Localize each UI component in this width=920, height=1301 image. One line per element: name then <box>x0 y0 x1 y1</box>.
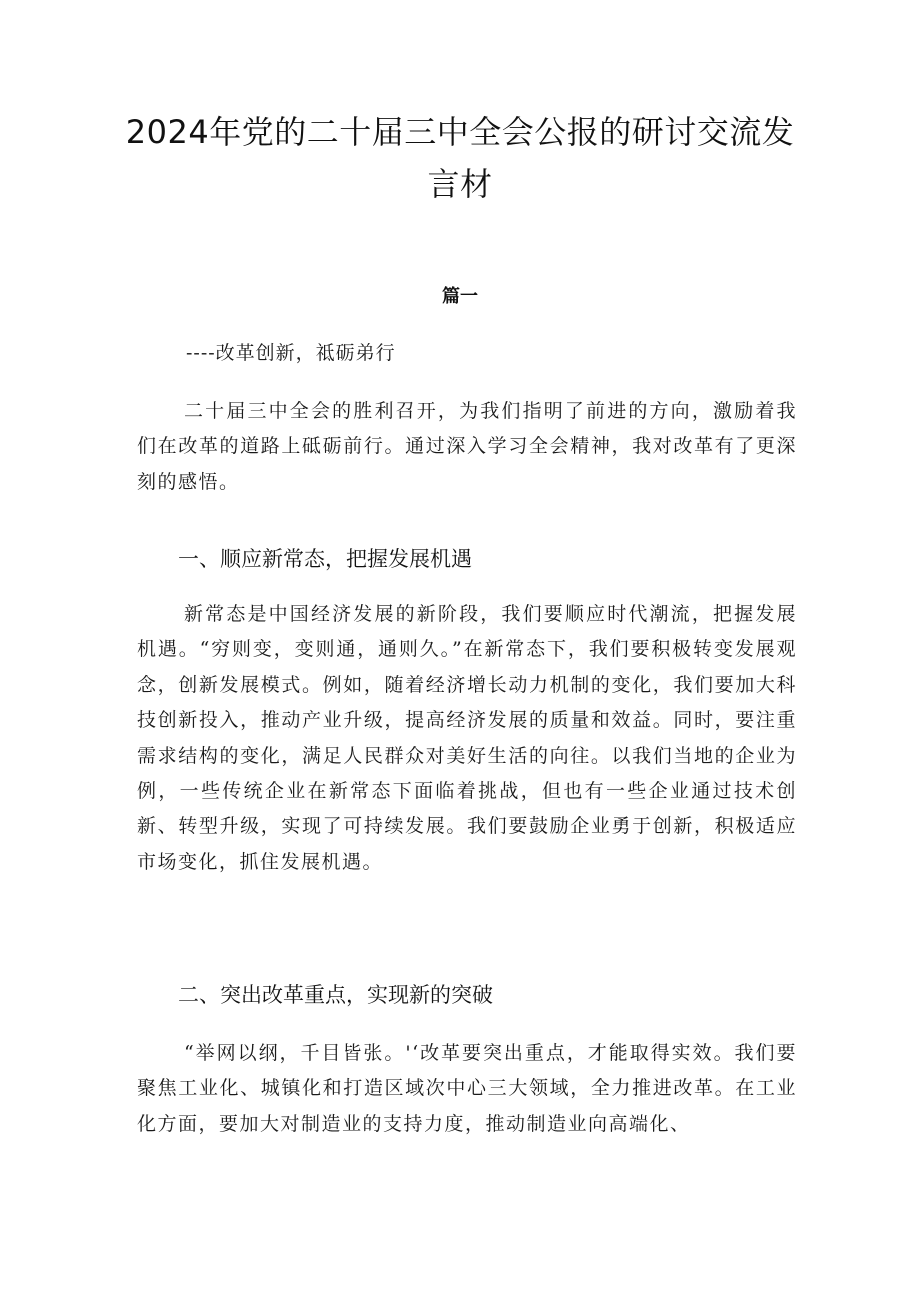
document-title: 2024年党的二十届三中全会公报的研讨交流发言材 <box>125 113 795 203</box>
subtitle: ----改革创新，祗砺弟行 <box>186 342 396 364</box>
section-heading-2: 二、突出改革重点，实现新的突破 <box>178 983 493 1007</box>
paragraph-intro: 二十届三中全会的胜利召开，为我们指明了前进的方向，激励着我们在改革的道路上砥砺前行。通过深入学习全会精神，我对改革有了更深刻的感悟。 <box>137 400 797 493</box>
paragraph-section-2: “举网以纲，千目皆张。'‘改革要突出重点，才能取得实效。我们要聚焦工业化、城镇化和打造区域次中心三大领域，全力推进改革。在工业化方面，要加大对制造业的支持力度，推动制造业向高端化、 <box>137 1042 797 1135</box>
section-heading-1: 一、顺应新常态，把握发展机遇 <box>178 547 472 571</box>
paragraph-section-1: 新常态是中国经济发展的新阶段，我们要顺应时代潮流，把握发展机遇。“穷则变，变则通，通则久。”在新常态下，我们要积极转变发展观念，创新发展模式。例如，随着经济增长动力机制的变化，我们要加大科技创新投入，推动产业升级，提高经济发展的质量和效益。同时，要注重需求结构的变化，满足人民群众对美好生活的向往。以我们当地的企业为例，一些传统企业在新常态下面临着挑战，但也有一些企业通过技术创新、转型升级，实现了可持续发展。我们要鼓励企业勇于创新，积极适应市场变化，抓住发展机遇。 <box>137 603 797 873</box>
part-heading: 篇一 <box>442 286 478 307</box>
